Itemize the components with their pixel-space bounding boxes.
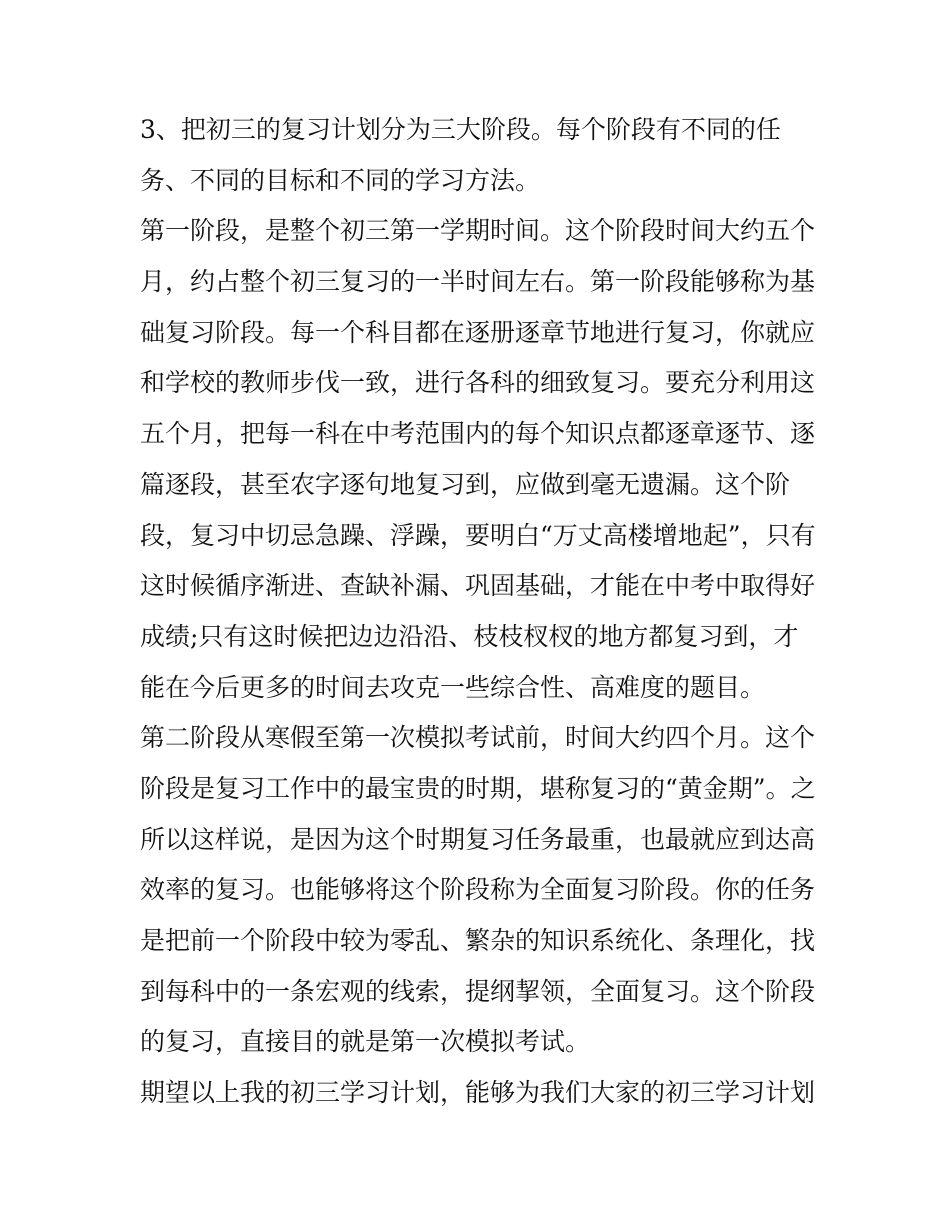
text-line: 3、把初三的复习计划分为三大阶段。每个阶段有不同的任 — [140, 115, 781, 144]
text-line: 的复习，直接目的就是第一次模拟考试。 — [140, 1027, 591, 1057]
text-line: 五个月，把每一科在中考范围内的每个知识点都逐章逐节、逐 — [140, 419, 816, 449]
text-line: 阶段是复习工作中的最宝贵的时期，堪称复习的“黄金期”。之 — [140, 773, 816, 803]
document-page — [140, 105, 816, 1119]
text-line: 是把前一个阶段中较为零乱、繁杂的知识系统化、条理化，找 — [140, 926, 816, 955]
text-line: 段，复习中切忌急躁、浮躁，要明白“万丈高楼增地起”，只有 — [140, 520, 816, 550]
text-line: 础复习阶段。每一个科目都在逐册逐章节地进行复习，你就应 — [140, 317, 816, 347]
text-line: 到每科中的一条宏观的线索，提纲挈领，全面复习。这个阶段 — [140, 976, 816, 1006]
text-line: 成绩;只有这时候把边边沿沿、枝枝杈杈的地方都复习到，才 — [140, 621, 799, 651]
text-line: 能在今后更多的时间去攻克一些综合性、高难度的题目。 — [140, 672, 766, 702]
text-line: 篇逐段，甚至农字逐句地复习到，应做到毫无遗漏。这个阶 — [140, 469, 791, 499]
text-line: 期望以上我的初三学习计划，能够为我们大家的初三学习计划 — [140, 1078, 816, 1108]
text-line: 第一阶段，是整个初三第一学期时间。这个阶段时间大约五个 — [140, 216, 816, 246]
text-line: 效率的复习。也能够将这个阶段称为全面复习阶段。你的任务 — [140, 875, 816, 905]
text-line: 第二阶段从寒假至第一次模拟考试前，时间大约四个月。这个 — [140, 723, 816, 753]
text-line: 这时候循序渐进、查缺补漏、巩固基础，才能在中考中取得好 — [140, 571, 816, 601]
text-line: 务、不同的目标和不同的学习方法。 — [140, 165, 541, 195]
text-line: 月，约占整个初三复习的一半时间左右。第一阶段能够称为基 — [140, 267, 816, 297]
text-line: 所以这样说，是因为这个时期复习任务最重，也最就应到达高 — [140, 824, 816, 854]
text-line: 和学校的教师步伐一致，进行各科的细致复习。要充分利用这 — [140, 368, 816, 398]
